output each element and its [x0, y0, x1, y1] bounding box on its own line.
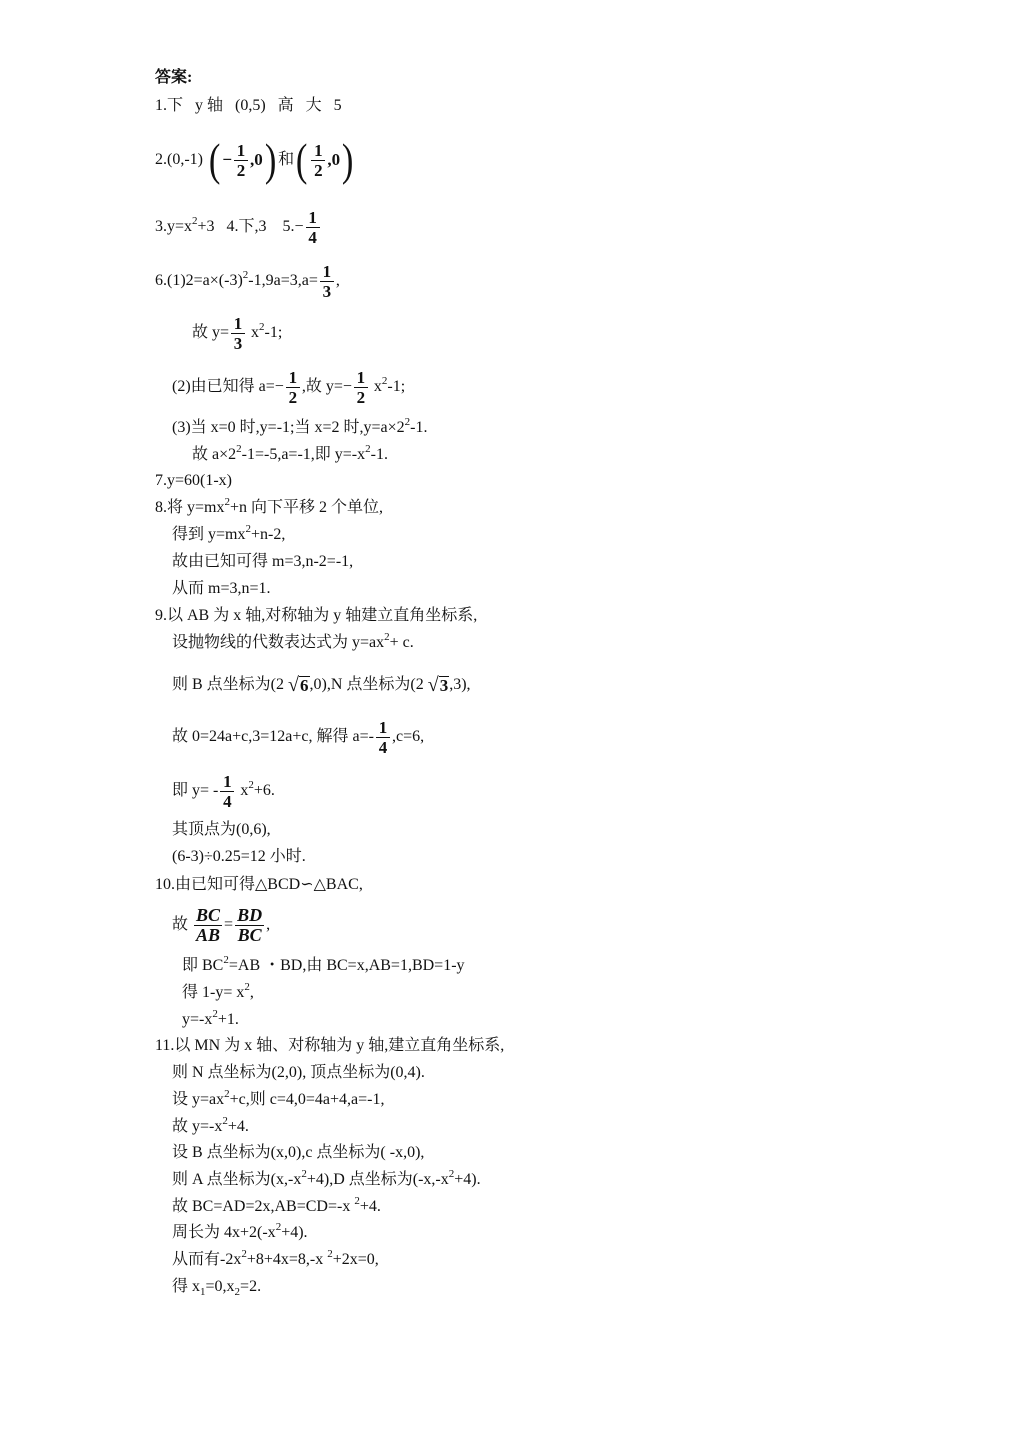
answer-text: -1. [410, 419, 428, 436]
exponent: 2 [275, 1221, 282, 1233]
answer-text: 则 A 点坐标为(x,-x [172, 1171, 302, 1188]
radicand: 3 [439, 675, 449, 695]
subscript: 2 [234, 1286, 241, 1298]
denominator: AB [196, 924, 221, 945]
numerator: 1 [286, 368, 300, 388]
numerator: 1 [231, 314, 245, 334]
answer-text: 故 0=24a+c,3=12a+c, 解得 a=- [172, 728, 374, 745]
answer-text: y=-x [182, 1011, 213, 1028]
denominator: 2 [236, 160, 246, 180]
answer-text: +n 向下平移 2 个单位, [229, 499, 384, 516]
radical-sign: √ [427, 674, 439, 696]
answer-text: -1; [387, 378, 406, 395]
answer-text: 其顶点为(0,6), [172, 821, 271, 838]
coordinate-text: ,0 [327, 150, 341, 169]
answer-text: +n-2, [250, 526, 286, 543]
numerator: 1 [354, 368, 368, 388]
answer-text: +4). [281, 1224, 308, 1241]
answer-text: (2)由已知得 a=− [172, 378, 284, 395]
exponent: 2 [223, 954, 229, 966]
answer-text: ,c=6, [391, 728, 425, 745]
fraction [354, 368, 368, 407]
conjunction-text: 和 [278, 151, 295, 168]
fraction [235, 906, 264, 945]
answer-text: 则 B 点坐标为(2 [172, 676, 289, 693]
answer-text: -1=-5,a=-1,即 y=-x [241, 446, 366, 463]
denominator: 2 [288, 387, 298, 407]
answer-text: 故 y= [192, 324, 230, 341]
answer-text: 从而有-2x [172, 1251, 242, 1268]
denominator: 3 [233, 333, 243, 353]
denominator: 4 [378, 737, 388, 757]
answer-text: +4). [454, 1171, 481, 1188]
answer-text: 设 B 点坐标为(x,0),c 点坐标为( -x,0), [172, 1144, 425, 1161]
answer-text: 10.由已知可得△BCD∽△BAC, [155, 876, 363, 893]
answer-text: 故由已知可得 m=3,n-2=-1, [172, 553, 354, 570]
exponent: 2 [354, 1195, 360, 1207]
answer-text: 故 y=-x [172, 1118, 223, 1135]
denominator: 2 [314, 160, 323, 180]
answer-text: 3.y=x [155, 218, 193, 235]
fraction [194, 906, 222, 945]
answer-text: -1,9a=3,a= [248, 272, 318, 289]
numerator: BC [196, 904, 221, 925]
fraction [231, 314, 245, 353]
answer-text: 8.将 y=mx [155, 499, 225, 516]
answer-text: 2.(0,-1) [155, 151, 207, 168]
answer-text: 周长为 4x+2(-x [172, 1224, 276, 1241]
answer-text: +c,则 c=4,0=4a+4,a=-1, [229, 1091, 385, 1108]
numerator: 1 [220, 772, 234, 792]
numerator: 1 [320, 262, 334, 282]
answer-text: 得 x [172, 1278, 201, 1295]
answer-text: +2x=0, [332, 1251, 379, 1268]
numerator: BD [237, 904, 263, 925]
answer-text: 即 y= - [172, 782, 219, 799]
exponent: 2 [327, 1248, 333, 1260]
answer-text: ,故 y=− [301, 378, 352, 395]
exponent: 2 [236, 443, 242, 455]
answer-text: 从而 m=3,n=1. [172, 580, 271, 597]
exponent: 2 [192, 215, 198, 227]
answer-text: 9.以 AB 为 x 轴,对称轴为 y 轴建立直角坐标系, [155, 607, 478, 624]
numerator: 1 [376, 718, 390, 738]
answer-text: =AB ・BD,由 BC=x,AB=1,BD=1-y [228, 957, 465, 974]
radical-sign: √ [288, 674, 299, 696]
exponent: 2 [301, 1168, 307, 1180]
answer-text: 即 BC [182, 957, 224, 974]
denominator: 4 [223, 791, 232, 811]
numerator: 1 [234, 141, 248, 161]
answer-text: 则 N 点坐标为(2,0), 顶点坐标为(0,4). [172, 1064, 425, 1081]
answer-text: =0,x [205, 1278, 235, 1295]
exponent: 2 [248, 779, 254, 791]
radicand: 6 [300, 675, 309, 695]
fraction [376, 718, 390, 757]
answer-text: 得到 y=mx [172, 526, 246, 543]
exponent: 2 [384, 631, 390, 643]
answer-text: +4),D 点坐标为(-x,-x [306, 1171, 449, 1188]
exponent: 2 [245, 523, 251, 535]
answer-text: +1. [217, 1011, 239, 1028]
answer-text: 故 [172, 916, 193, 933]
answer-text: =2. [240, 1278, 262, 1295]
fraction [220, 772, 234, 811]
answer-text: 设 y=ax [172, 1091, 225, 1108]
fraction [306, 208, 320, 247]
answer-text: 故 BC=AD=2x,AB=CD=-x [172, 1198, 355, 1215]
fraction [234, 141, 248, 180]
fraction [320, 262, 334, 301]
answer-text: 得 1-y= x [182, 984, 245, 1001]
answer-text: 11.以 MN 为 x 轴、对称轴为 y 轴,建立直角坐标系, [155, 1037, 505, 1054]
numerator: 1 [311, 141, 325, 161]
numerator: 1 [306, 208, 320, 228]
answer-text: (6-3)÷0.25=12 小时. [172, 848, 306, 865]
answer-text: 故 a×2 [192, 446, 237, 463]
coordinate-text: ,0 [250, 150, 263, 169]
left-paren: ( [296, 134, 308, 185]
answer-text: -1. [370, 446, 388, 463]
equals-sign: = [224, 916, 234, 933]
answer-text: , [266, 916, 271, 933]
answer-text: x [247, 324, 260, 341]
answer-text: ,0),N 点坐标为(2 [309, 676, 428, 693]
exponent: 2 [448, 1168, 455, 1180]
denominator: 4 [308, 227, 317, 247]
answer-text: x [369, 378, 382, 395]
answer-text: +6. [253, 782, 275, 799]
denominator: 3 [322, 281, 332, 301]
answer-text: -1; [264, 324, 283, 341]
denominator: 2 [356, 387, 366, 407]
left-paren: ( [208, 134, 221, 185]
answer-text: 7.y=60(1-x) [155, 472, 233, 489]
exponent: 2 [212, 1008, 218, 1020]
answer-text: (3)当 x=0 时,y=-1;当 x=2 时,y=a×2 [172, 419, 405, 436]
fraction [311, 141, 325, 180]
answer-text: ,3), [449, 676, 471, 693]
right-paren: ) [342, 134, 354, 185]
exponent: 2 [259, 321, 265, 333]
right-paren: ) [264, 134, 277, 185]
denominator: BC [237, 924, 262, 945]
exponent: 2 [222, 1115, 228, 1127]
answer-text: 6.(1)2=a×(-3) [155, 272, 243, 289]
exponent: 2 [404, 416, 411, 428]
exponent: 2 [241, 1248, 247, 1260]
exponent: 2 [381, 375, 388, 387]
heading-text: 答案: [155, 69, 193, 86]
minus-sign: − [222, 150, 232, 169]
answer-text: , [335, 272, 340, 289]
answer-text: 1.下 y 轴 (0,5) 高 大 5 [155, 97, 342, 114]
answer-text: +3 4.下,3 5.− [197, 218, 304, 235]
answer-text: +4. [359, 1198, 381, 1215]
answer-text: + c. [389, 634, 414, 651]
exponent: 2 [244, 981, 250, 993]
exponent: 2 [365, 443, 371, 455]
answer-text: 设抛物线的代数表达式为 y=ax [172, 634, 385, 651]
exponent: 2 [224, 496, 230, 508]
answer-text: , [249, 984, 254, 1001]
answer-text: x [236, 782, 249, 799]
answer-text: +4. [227, 1118, 249, 1135]
fraction [286, 368, 300, 407]
answer-text: +8+4x=8,-x [246, 1251, 328, 1268]
exponent: 2 [224, 1088, 230, 1100]
subscript: 1 [200, 1286, 206, 1298]
exponent: 2 [242, 269, 249, 281]
